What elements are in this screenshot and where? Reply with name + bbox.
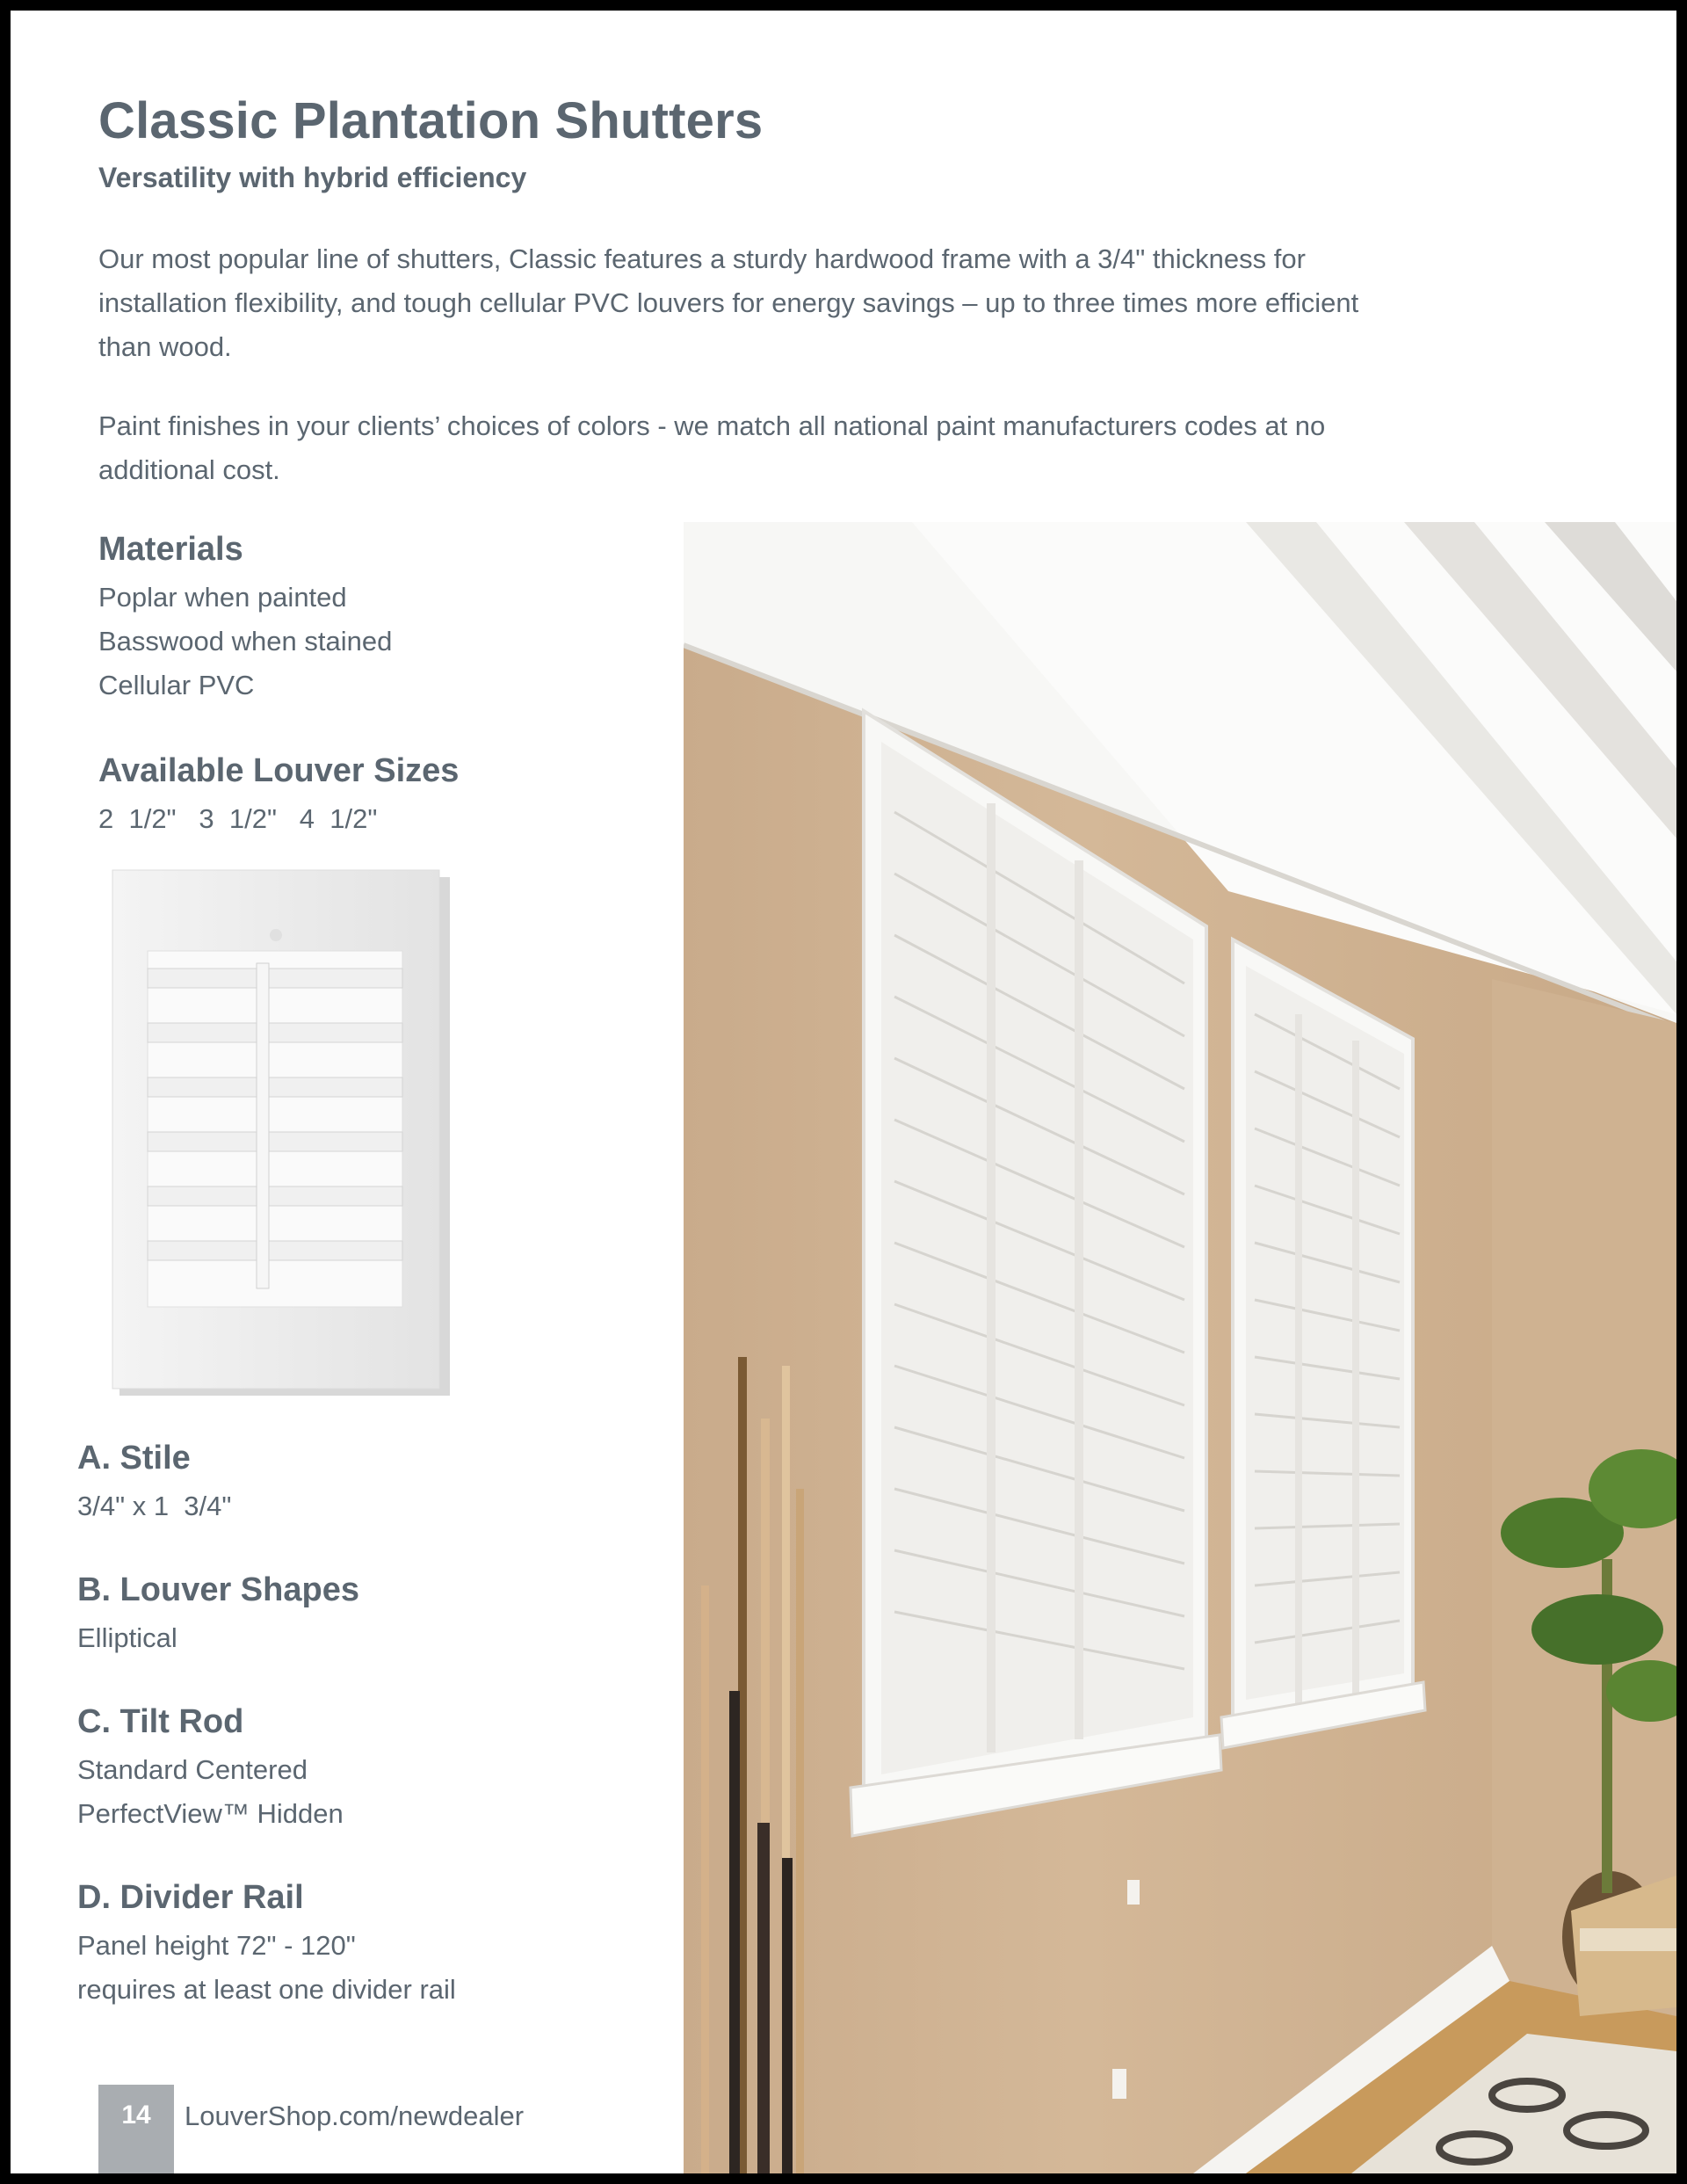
footer-url-link[interactable]: LouverShop.com/newdealer (185, 2101, 525, 2131)
right-shutter-window (1221, 940, 1425, 1748)
left-shutter-window (851, 711, 1221, 1836)
intro-paragraph-1 (98, 237, 1610, 369)
materials-item-1: Poplar when painted (98, 582, 347, 613)
materials-heading: Materials (98, 531, 243, 568)
intro-p1-line-2: installation flexibility, and tough cellular PVC louvers for energy savings – up to three times more efficient (98, 287, 1359, 318)
intro-p2-line-1: Paint finishes in your clients’ choices of colors - we match all national paint manufacturers codes at no (98, 410, 1326, 441)
divider-rail-item-2: requires at least one divider rail (77, 1974, 456, 2005)
pool-cues (701, 1357, 804, 2173)
shutter-sample-illustration (109, 865, 452, 1410)
intro-p1-line-3: than wood. (98, 331, 232, 362)
louver-sizes-heading: Available Louver Sizes (98, 752, 460, 789)
materials-item-2: Basswood when stained (98, 626, 393, 657)
materials-item-3: Cellular PVC (98, 670, 255, 700)
intro-p1-line-1: Our most popular line of shutters, Classic features a sturdy hardwood frame with a 3/4" thickness for (98, 243, 1306, 274)
shutter-rod-knob (270, 929, 282, 941)
page-number-badge: 14 (98, 2085, 174, 2173)
intro-paragraph-2 (98, 404, 1610, 492)
divider-rail-item-1: Panel height 72" - 120" (77, 1930, 356, 1961)
tilt-rod-item-2: PerfectView™ Hidden (77, 1798, 344, 1829)
brochure-page (11, 11, 1676, 2173)
louver-shapes-value: Elliptical (77, 1622, 177, 1653)
wall-outlet-2 (1112, 2069, 1126, 2099)
room-photo-drawing (684, 522, 1676, 2173)
page-subtitle: Versatility with hybrid efficiency (98, 162, 527, 193)
shutter-tilt-rod (257, 963, 269, 1288)
divider-rail-heading: D. Divider Rail (77, 1879, 304, 1916)
wall-outlet-1 (1127, 1880, 1140, 1905)
page-title: Classic Plantation Shutters (98, 92, 764, 149)
stile-heading: A. Stile (77, 1440, 191, 1477)
room-photo (684, 522, 1676, 2173)
pool-table-rail (1580, 1928, 1676, 1951)
tilt-rod-item-1: Standard Centered (77, 1754, 308, 1785)
tilt-rod-heading: C. Tilt Rod (77, 1703, 244, 1740)
intro-p2-line-2: additional cost. (98, 454, 280, 485)
louver-shapes-heading: B. Louver Shapes (77, 1571, 359, 1608)
stile-value: 3/4" x 1 3/4" (77, 1491, 232, 1521)
louver-sizes-value: 2 1/2" 3 1/2" 4 1/2" (98, 803, 378, 834)
